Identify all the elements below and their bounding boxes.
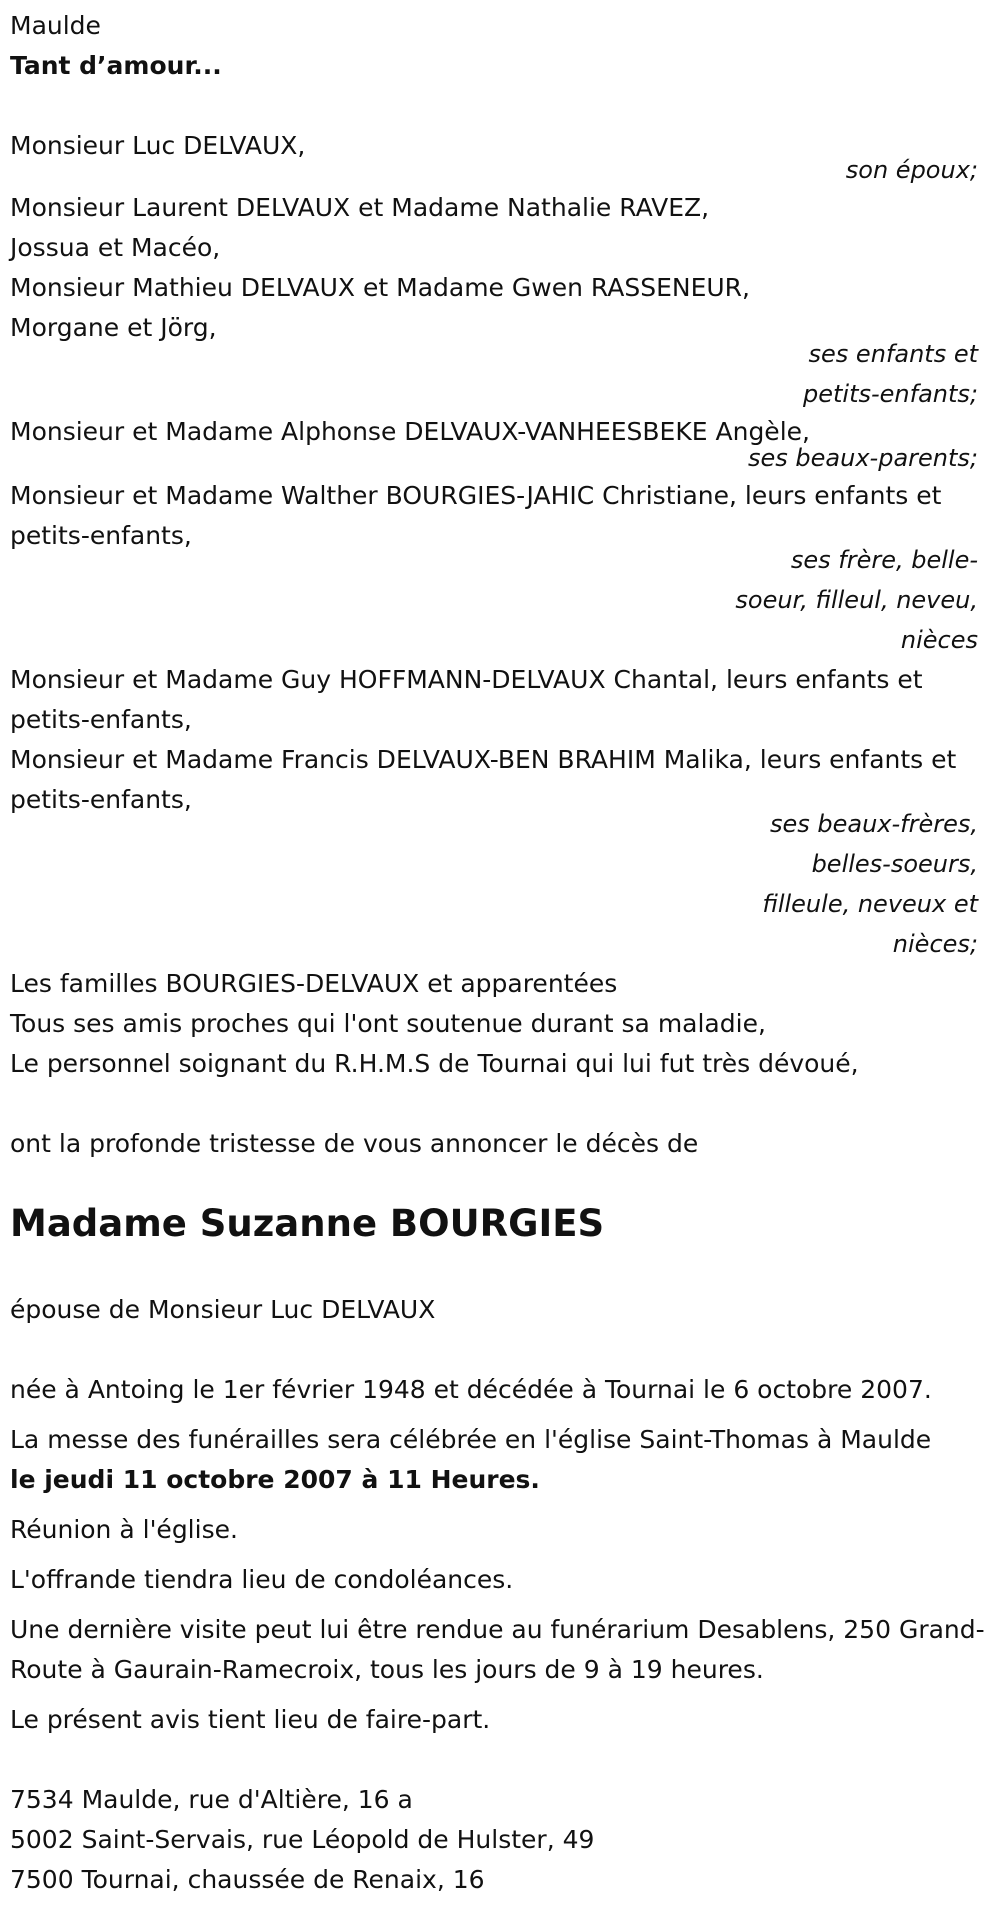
location: Maulde: [10, 11, 101, 40]
wife-of: épouse de Monsieur Luc DELVAUX: [10, 1295, 436, 1324]
offering-info: L'offrande tiendra lieu de condoléances.: [10, 1565, 514, 1594]
others-line-2: Tous ses amis proches qui l'ont soutenue durant sa maladie,: [10, 1009, 766, 1038]
spouse-line: Monsieur Luc DELVAUX,: [10, 131, 306, 160]
mass-date: le jeudi 11 octobre 2007 à 11 Heures.: [10, 1465, 540, 1494]
inlaw-line-2: Monsieur et Madame Francis DELVAUX-BEN BRAHIM Malika, leurs enfants et petits-enfants,: [10, 745, 957, 814]
parents-relation: ses beaux-parents;: [748, 444, 978, 472]
others-line-3: Le personnel soignant du R.H.M.S de Tournai qui lui fut très dévoué,: [10, 1049, 859, 1078]
inlaws-relation-1: ses beaux-frères,: [769, 810, 978, 838]
address-1: 7534 Maulde, rue d'Altière, 16 a: [10, 1785, 413, 1814]
intro-heading: Tant d’amour...: [10, 51, 222, 80]
address-3: 7500 Tournai, chaussée de Renaix, 16: [10, 1865, 485, 1894]
notice-info: Le présent avis tient lieu de faire-part.: [10, 1705, 491, 1734]
address-2: 5002 Saint-Servais, rue Léopold de Hulster, 49: [10, 1825, 595, 1854]
parents-line: Monsieur et Madame Alphonse DELVAUX-VANHEESBEKE Angèle,: [10, 417, 810, 446]
deceased-name: Madame Suzanne BOURGIES: [10, 1202, 605, 1245]
brother-relation-2: soeur, filleul, neveu,: [735, 586, 978, 614]
children-relation-1: ses enfants et: [808, 340, 978, 368]
child-line-2: Jossua et Macéo,: [10, 233, 221, 262]
mass-info: La messe des funérailles sera célébrée en l'église Saint-Thomas à Maulde: [10, 1425, 932, 1454]
children-relation-2: petits-enfants;: [803, 380, 978, 408]
spouse-relation: son époux;: [845, 156, 978, 184]
brother-relation-1: ses frère, belle-: [790, 546, 978, 574]
others-line-1: Les familles BOURGIES-DELVAUX et apparentées: [10, 969, 618, 998]
inlaws-relation-3: filleule, neveux et: [762, 890, 978, 918]
child-line-1: Monsieur Laurent DELVAUX et Madame Nathalie RAVEZ,: [10, 193, 710, 222]
visit-info: Une dernière visite peut lui être rendue au funérarium Desablens, 250 Grand-Route à Gaurain-Ramecroix, tous les jours de 9 à 19 heures.: [10, 1615, 985, 1684]
inlaws-relation-4: nièces;: [892, 930, 978, 958]
child-line-4: Morgane et Jörg,: [10, 313, 217, 342]
birth-death: née à Antoing le 1er février 1948 et décédée à Tournai le 6 octobre 2007.: [10, 1375, 932, 1404]
brother-line: Monsieur et Madame Walther BOURGIES-JAHIC Christiane, leurs enfants et petits-enfants,: [10, 481, 942, 550]
child-line-3: Monsieur Mathieu DELVAUX et Madame Gwen RASSENEUR,: [10, 273, 750, 302]
brother-relation-3: nièces: [900, 626, 978, 654]
meeting-info: Réunion à l'église.: [10, 1515, 238, 1544]
inlaw-line-1: Monsieur et Madame Guy HOFFMANN-DELVAUX Chantal, leurs enfants et petits-enfants,: [10, 665, 923, 734]
announcement: ont la profonde tristesse de vous annoncer le décès de: [10, 1129, 699, 1158]
inlaws-relation-2: belles-soeurs,: [811, 850, 978, 878]
